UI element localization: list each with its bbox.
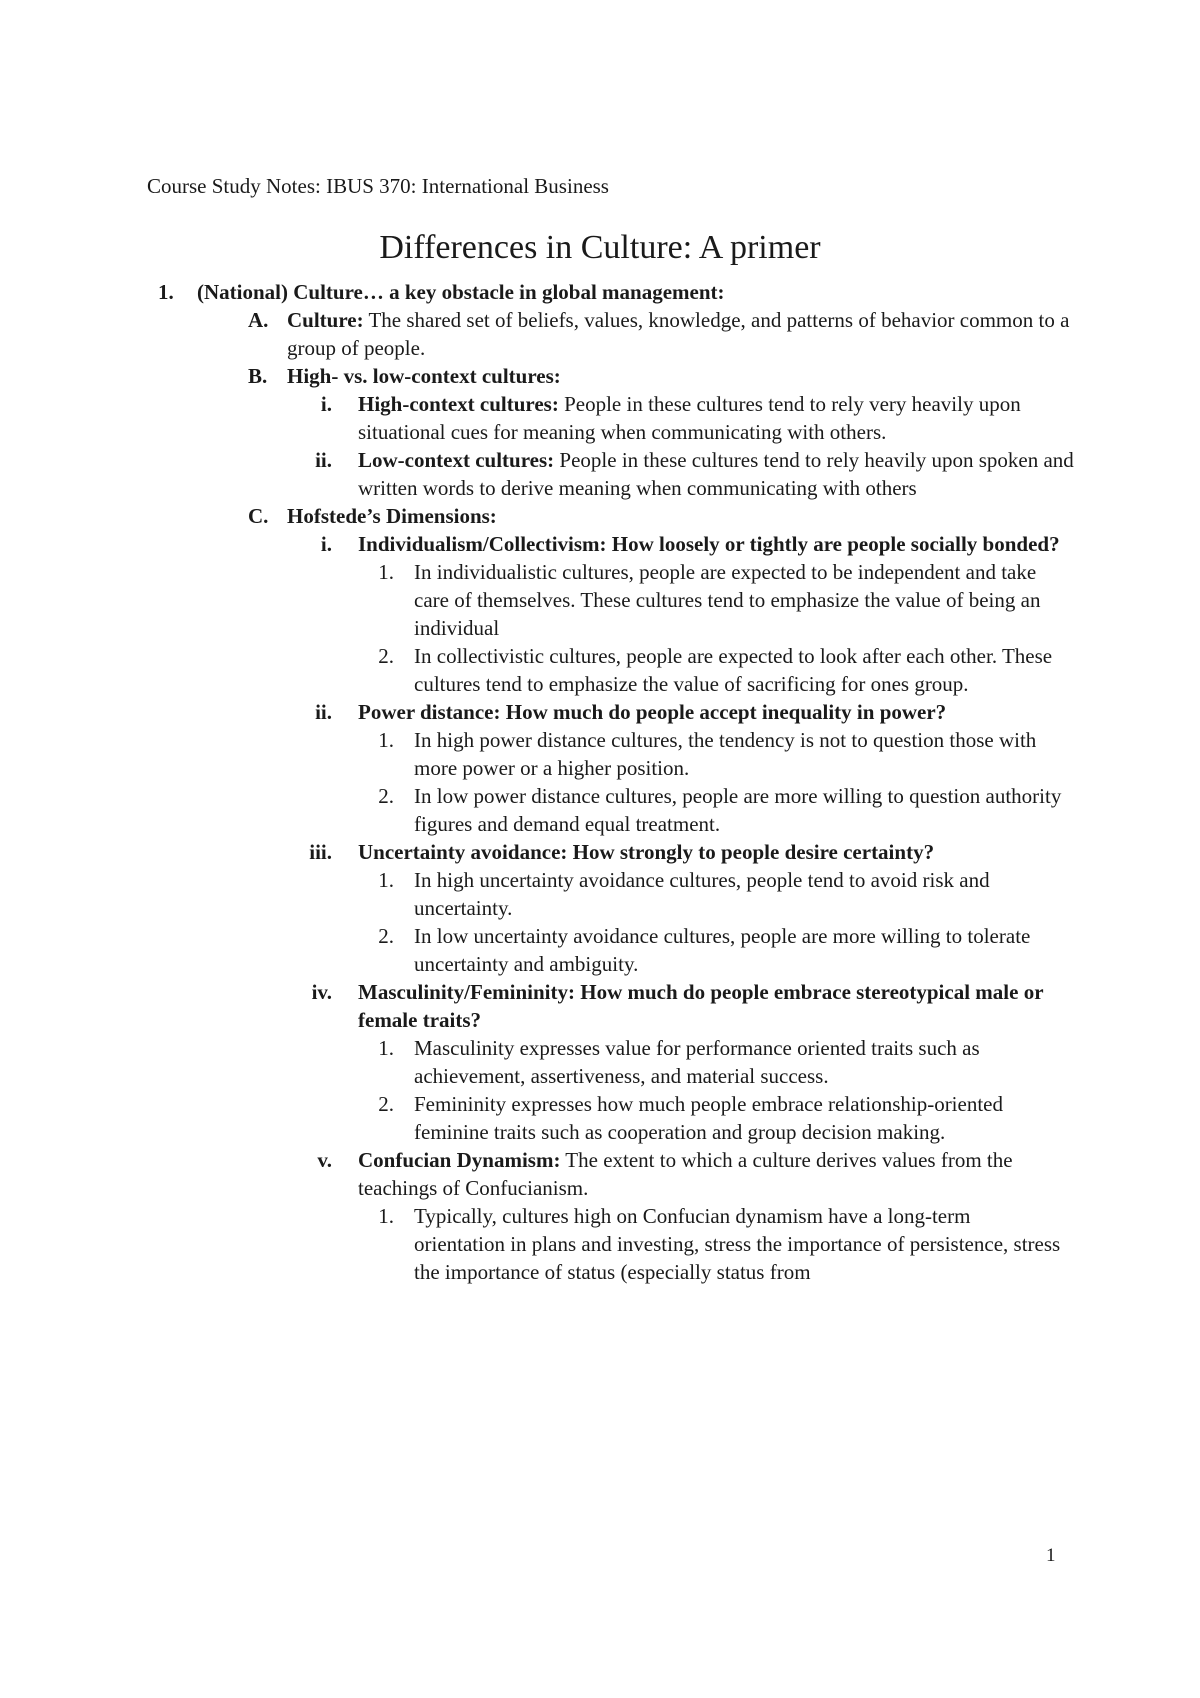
outline-item-C-iv-1 [0, 1034, 1200, 1090]
outline-body [0, 278, 1200, 1286]
outline-item-B-ii [0, 446, 1200, 502]
point-text: In low power distance cultures, people are more willing to question authority figures and demand equal treatment. [414, 784, 1062, 836]
term: Confucian Dynamism: [358, 1148, 561, 1172]
list-marker: 2. [378, 1092, 394, 1116]
outline-item-C [0, 502, 1200, 530]
outline-item-1 [0, 278, 1200, 306]
list-marker: i. [320, 532, 332, 556]
list-marker: 1. [378, 560, 394, 584]
outline-item-C-iv-2 [0, 1090, 1200, 1146]
point-text: In collectivistic cultures, people are expected to look after each other. These cultures tend to emphasize the value of sacrificing for ones group. [414, 644, 1053, 696]
outline-item-B [0, 362, 1200, 390]
outline-item-C-iii-2 [0, 922, 1200, 978]
outline-item-C-i-1 [0, 558, 1200, 642]
list-marker: 1. [378, 1204, 394, 1228]
outline-item-C-ii-1 [0, 726, 1200, 782]
definition: The shared set of beliefs, values, knowledge, and patterns of behavior common to a group of people. [287, 308, 1070, 360]
list-marker: iii. [309, 840, 332, 864]
list-marker: 1. [378, 1036, 394, 1060]
dimension-heading: Individualism/Collectivism: How loosely or tightly are people socially bonded? [358, 532, 1060, 556]
outline-item-A [0, 306, 1200, 362]
outline-item-C-ii-2 [0, 782, 1200, 838]
list-marker: i. [320, 392, 332, 416]
list-marker: 1. [158, 280, 174, 304]
course-header: Course Study Notes: IBUS 370: International Business [147, 174, 609, 198]
definition: The extent to which a culture derives values from the teachings of Confucianism. [358, 1148, 1013, 1200]
dimension-heading: Uncertainty avoidance: How strongly to people desire certainty? [358, 840, 935, 864]
outline-item-C-ii [0, 698, 1200, 726]
point-text: Femininity expresses how much people embrace relationship-oriented feminine traits such as cooperation and group decision making. [414, 1092, 1003, 1144]
list-marker: B. [248, 364, 268, 388]
page-number: 1 [1046, 1545, 1056, 1566]
outline-item-C-iii-1 [0, 866, 1200, 922]
list-marker: ii. [315, 448, 332, 472]
section-heading: (National) Culture… a key obstacle in global management: [197, 280, 725, 304]
point-text: In low uncertainty avoidance cultures, people are more willing to tolerate uncertainty and ambiguity. [414, 924, 1031, 976]
list-marker: iv. [311, 980, 332, 1004]
list-marker: ii. [315, 700, 332, 724]
definition: People in these cultures tend to rely very heavily upon situational cues for meaning when communicating with others. [358, 392, 1021, 444]
point-text: In high power distance cultures, the tendency is not to question those with more power or a higher position. [414, 728, 1037, 780]
outline-item-C-v [0, 1146, 1200, 1202]
document-title: Differences in Culture: A primer [379, 229, 821, 266]
term: High-context cultures: [358, 392, 559, 416]
list-marker: 1. [378, 728, 394, 752]
outline-item-C-v-1 [0, 1202, 1200, 1286]
point-text: In high uncertainty avoidance cultures, people tend to avoid risk and uncertainty. [414, 868, 990, 920]
list-marker: C. [248, 504, 269, 528]
outline-item-C-i-2 [0, 642, 1200, 698]
point-text: Typically, cultures high on Confucian dynamism have a long-term orientation in plans and investing, stress the importance of persistence, stress the importance of status (especially status from [414, 1204, 1061, 1284]
definition: People in these cultures tend to rely heavily upon spoken and written words to derive meaning when communicating with others [358, 448, 1074, 500]
outline-item-B-i [0, 390, 1200, 446]
outline-item-C-i [0, 530, 1200, 558]
dimension-heading: Masculinity/Femininity: How much do people embrace stereotypical male or female traits? [358, 980, 1044, 1032]
list-marker: 2. [378, 784, 394, 808]
list-marker: 2. [378, 924, 394, 948]
term: Culture: [287, 308, 364, 332]
term: Low-context cultures: [358, 448, 555, 472]
outline-item-C-iv [0, 978, 1200, 1034]
point-text: In individualistic cultures, people are expected to be independent and take care of themselves. These cultures tend to emphasize the value of being an individual [414, 560, 1041, 640]
list-marker: A. [248, 308, 269, 332]
point-text: Masculinity expresses value for performance oriented traits such as achievement, assertiveness, and material success. [414, 1036, 980, 1088]
list-marker: 1. [378, 868, 394, 892]
subsection-heading: Hofstede’s Dimensions: [287, 504, 497, 528]
dimension-heading: Power distance: How much do people accept inequality in power? [358, 700, 947, 724]
subsection-heading: High- vs. low-context cultures: [287, 364, 561, 388]
outline-item-C-iii [0, 838, 1200, 866]
list-marker: 2. [378, 644, 394, 668]
list-marker: v. [317, 1148, 332, 1172]
